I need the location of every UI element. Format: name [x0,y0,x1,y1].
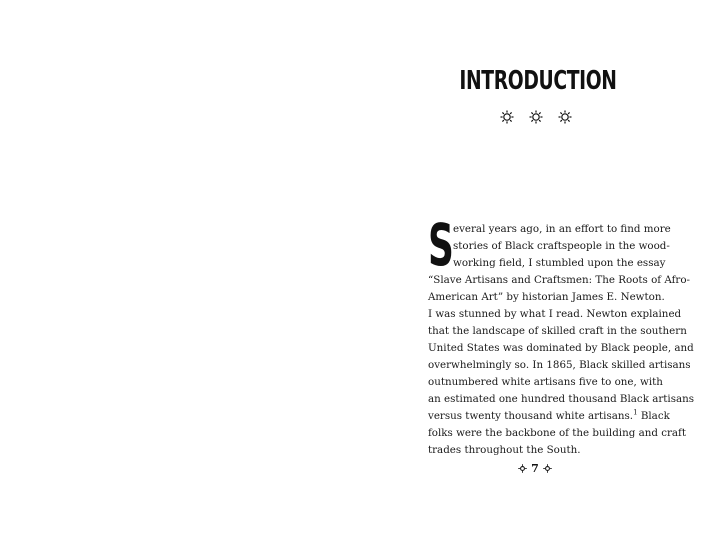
sun-ornament-icon [500,110,514,124]
body-line [428,409,670,423]
body-line: an estimated one hundred thousand Black artisans [428,393,695,405]
body-line: I was stunned by what I read. Newton explained [428,308,682,320]
sun-ornament-icon [558,110,572,124]
drop-cap: S [428,211,454,279]
body-line: outnumbered white artisans five to one, with [428,376,663,388]
body-line: United States was dominated by Black people, and [428,342,694,354]
body-line: that the landscape of skilled craft in the southern [428,325,687,337]
body-line: folks were the backbone of the building and craft [428,427,686,439]
footnote-reference[interactable]: 1 [633,408,638,417]
body-line: “Slave Artisans and Craftsmen: The Roots of Afro- [428,274,691,286]
body-line: stories of Black craftspeople in the wood- [453,240,670,252]
body-line-text: versus twenty thousand white artisans. [428,410,634,422]
page-number: 7 [531,462,539,475]
sun-ornament-icon [518,464,527,473]
page-folio [505,462,565,475]
body-line: American Art” by historian James E. Newton. [428,291,665,303]
body-line: working field, I stumbled upon the essay [453,257,666,269]
sun-ornament-icon [529,110,543,124]
body-line: overwhelmingly so. In 1865, Black skilled artisans [428,359,691,371]
body-line: everal years ago, in an effort to find more [453,223,671,235]
body-line: trades throughout the South. [428,444,581,456]
sun-ornament-icon [543,464,552,473]
body-line-tail: Black [637,410,670,422]
chapter-title: INTRODUCTION [459,66,617,96]
ornament-row [500,110,572,124]
